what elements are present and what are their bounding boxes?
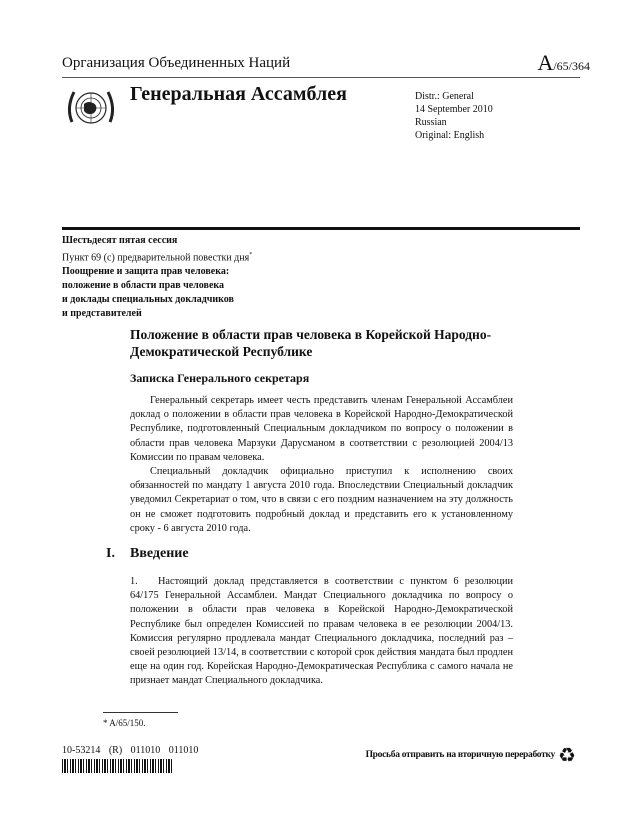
section-heading bbox=[106, 546, 189, 562]
un-emblem-icon bbox=[64, 84, 118, 134]
recycle-icon: ♻ bbox=[558, 745, 576, 767]
intro-paragraph: Специальный докладчик официально приступил к исполнению своих обязанностей по мандату 1 августа 2010 года. Впоследствии Специальный докладчик уведомил Секретариат о том, что в связи с его поздним назначением на эту должность он не сможет подготовить подробный доклад и представить его к установленному сроку - 6 августа 2010 года. bbox=[130, 466, 513, 534]
header-rule bbox=[62, 77, 580, 78]
session: Шестьдесят пятая сессия bbox=[62, 235, 178, 246]
agenda-line: положение в области прав человека bbox=[62, 280, 224, 292]
section-number: I. bbox=[106, 546, 115, 561]
agenda-item-text: Пункт 69 (c) предварительной повестки дня bbox=[62, 252, 250, 264]
footnote-mark: * bbox=[249, 252, 253, 258]
intro-paragraph: Генеральный секретарь имеет честь представить членам Генеральной Ассамблеи доклад о положении в области прав человека в Корейской Народно-Демократической Республике, подготовленный Специальным докладчиком по вопросу о положении в области прав человека Марзуки Дарусманом в соответствии с резолюцией 2004/13 Комиссии по правам человека. bbox=[130, 395, 513, 463]
organization-name: Организация Объединенных Наций bbox=[62, 55, 291, 71]
thick-rule bbox=[62, 227, 580, 230]
paragraph-number: 1. bbox=[130, 576, 138, 587]
agenda-block bbox=[62, 234, 252, 321]
paragraph-text: Настоящий доклад представляется в соответствии с пунктом 6 резолюции 64/175 Генеральной Ассамблеи. Мандат Специального докладчика по вопросу о положении в области прав человека в Корейской Народно-Демократической Республике был определен Комиссией по правам человека в ее резолюции 2004/13. Комиссия регулярно продлевала мандат Специального докладчика, последний раз – своей резолюцией 13/14, в соответствии с которой срок действия мандата был продлен еще на один год. Корейская Народно-Демократическая Республика с самого начала не признает мандат Специального докладчика. bbox=[130, 576, 513, 687]
agenda-line: Поощрение и защита прав человека: bbox=[62, 266, 230, 278]
note-heading: Записка Генерального секретаря bbox=[130, 371, 310, 385]
section-title: Введение bbox=[130, 546, 189, 561]
document-code: 10-53214 (R) 011010 011010 bbox=[62, 745, 199, 756]
agenda-line: и представителей bbox=[62, 308, 142, 320]
numbered-paragraph bbox=[130, 575, 513, 689]
document-title: Положение в области прав человека в Корейской Народно-Демократической Республике bbox=[130, 327, 492, 359]
body-title: Генеральная Ассамблея bbox=[130, 83, 347, 105]
distr-line: Distr.: General bbox=[415, 91, 474, 102]
date-line: 14 September 2010 bbox=[415, 104, 493, 115]
barcode bbox=[62, 759, 174, 773]
distribution-info bbox=[415, 90, 493, 142]
agenda-line: и доклады специальных докладчиков bbox=[62, 294, 234, 306]
footnote: * A/65/150. bbox=[103, 718, 146, 728]
symbol-letter: A bbox=[537, 50, 554, 75]
symbol-number: /65/364 bbox=[553, 59, 590, 73]
document-symbol bbox=[537, 50, 590, 76]
recycle-note: Просьба отправить на вторичную переработку bbox=[365, 750, 555, 760]
language-line: Russian bbox=[415, 117, 447, 128]
agenda-item bbox=[62, 248, 252, 265]
original-line: Original: English bbox=[415, 130, 485, 141]
footnote-rule bbox=[103, 712, 178, 713]
